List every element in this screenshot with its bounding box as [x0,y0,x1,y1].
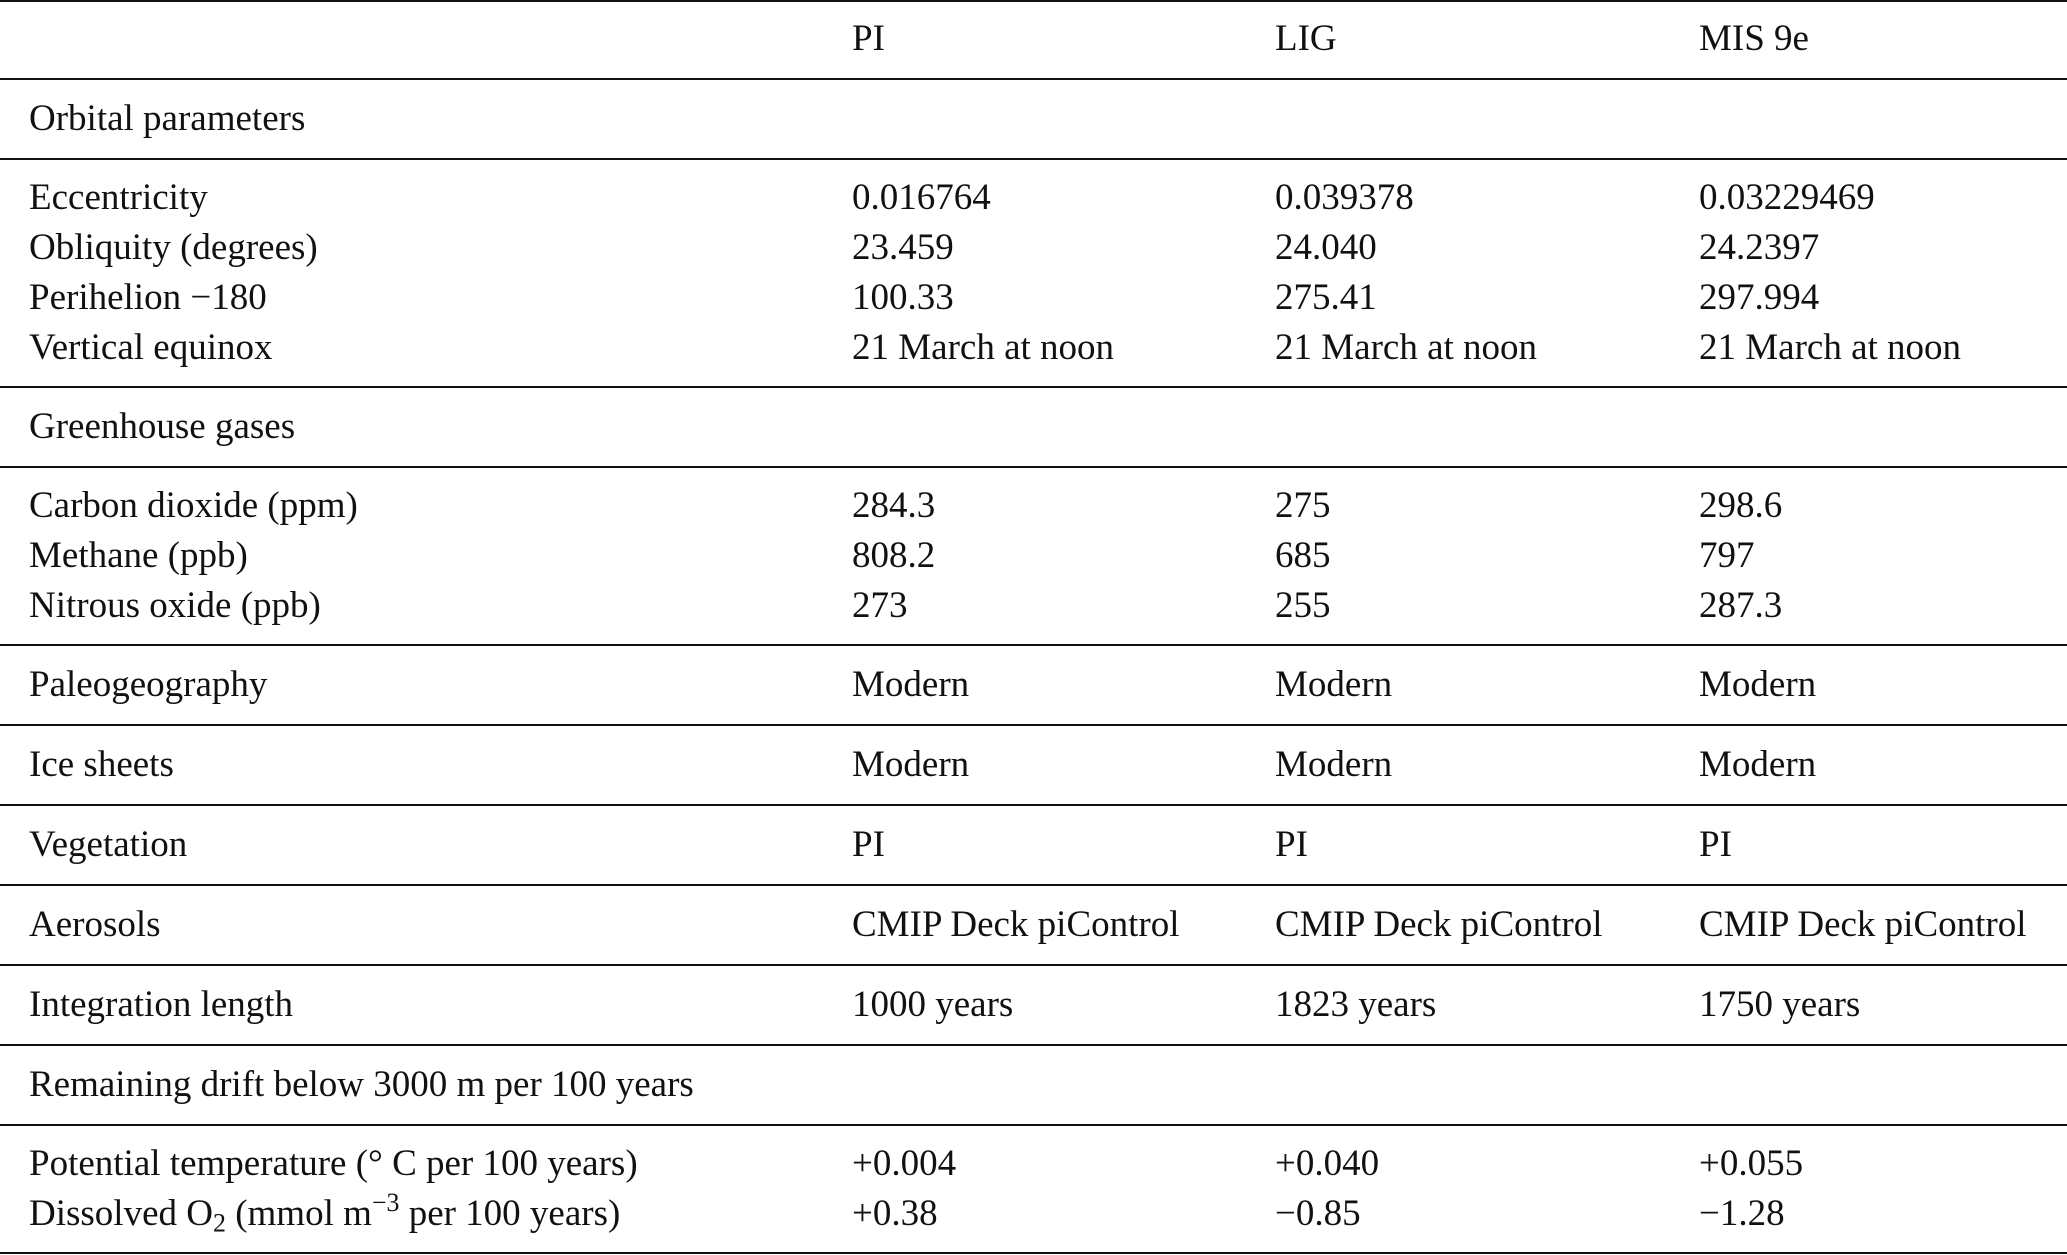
row-label: Vertical equinox [29,327,273,368]
cell-mis9e: Modern [1699,744,1817,785]
label-mid: (mmol m [225,1193,372,1234]
row-label: Vegetation [29,824,188,865]
table-row [0,531,2067,581]
table-row [0,725,2067,805]
cell-pi: 284.3 [852,485,936,526]
cell-lig: 24.040 [1275,227,1377,268]
cell-pi: +0.004 [852,1143,957,1184]
header-pi: PI [852,18,885,59]
aerosols-group [0,885,2067,965]
section-title-drift: Remaining drift below 3000 m per 100 years [29,1064,694,1105]
cell-lig: 1823 years [1275,984,1437,1025]
table-row [0,965,2067,1045]
cell-mis9e: 287.3 [1699,585,1783,626]
cell-pi: CMIP Deck piControl [852,904,1180,945]
row-label: Obliquity (degrees) [29,227,318,268]
cell-pi: Modern [852,664,970,705]
table-row [0,323,2067,387]
table-row [0,1125,2067,1189]
section-row [0,1045,2067,1125]
table-row [0,645,2067,725]
cell-mis9e: 797 [1699,535,1755,576]
drift-group [0,1125,2067,1253]
header-row [0,1,2067,79]
label-prefix: Dissolved O [29,1193,213,1234]
row-label: Potential temperature (° C per 100 years) [29,1143,638,1184]
label-superscript: −3 [371,1187,400,1217]
row-label: Ice sheets [29,744,174,785]
cell-pi: 273 [852,585,908,626]
cell-lig: 0.039378 [1275,177,1414,218]
section-row [0,79,2067,159]
table-row [0,159,2067,223]
table-row [0,223,2067,273]
cell-mis9e: 298.6 [1699,485,1783,526]
table-row [0,581,2067,645]
cell-pi: 21 March at noon [852,327,1115,368]
table-row [0,467,2067,531]
integration-length-group [0,965,2067,1045]
cell-mis9e: 24.2397 [1699,227,1820,268]
cell-mis9e: 297.994 [1699,277,1820,318]
row-label: Integration length [29,984,294,1025]
row-label: Eccentricity [29,177,208,218]
header-blank [0,1,852,79]
table-row [0,273,2067,323]
header-lig: LIG [1275,18,1337,59]
row-label: Aerosols [29,904,161,945]
cell-lig: PI [1275,824,1308,865]
cell-lig: Modern [1275,664,1393,705]
cell-pi: Modern [852,744,970,785]
cell-lig: 275 [1275,485,1331,526]
cell-pi: +0.38 [852,1193,938,1234]
table-row [0,1189,2067,1253]
cell-lig: 255 [1275,585,1331,626]
cell-pi: 808.2 [852,535,936,576]
cell-pi: 1000 years [852,984,1014,1025]
cell-mis9e: 21 March at noon [1699,327,1962,368]
row-label: Carbon dioxide (ppm) [29,485,358,526]
cell-mis9e: −1.28 [1699,1193,1785,1234]
table-row [0,885,2067,965]
cell-pi: PI [852,824,885,865]
row-label: Methane (ppb) [29,535,248,576]
section-title-greenhouse: Greenhouse gases [29,406,296,447]
label-subscript: 2 [212,1208,226,1238]
cell-mis9e: Modern [1699,664,1817,705]
section-row [0,387,2067,467]
label-suffix: per 100 years) [399,1193,621,1234]
header-group [0,1,2067,79]
cell-lig: +0.040 [1275,1143,1380,1184]
cell-mis9e: CMIP Deck piControl [1699,904,2027,945]
row-label: Paleogeography [29,664,268,705]
vegetation-group [0,805,2067,885]
cell-lig: Modern [1275,744,1393,785]
table-row [0,805,2067,885]
paleogeography-group [0,645,2067,725]
cell-mis9e: PI [1699,824,1732,865]
row-label: Nitrous oxide (ppb) [29,585,321,626]
cell-pi: 23.459 [852,227,954,268]
cell-pi: 100.33 [852,277,954,318]
orbital-group [0,159,2067,387]
cell-lig: 21 March at noon [1275,327,1538,368]
drift-title-group [0,1045,2067,1125]
ghg-title-group [0,387,2067,467]
cell-lig: −0.85 [1275,1193,1361,1234]
section-title-orbital: Orbital parameters [29,98,306,139]
cell-mis9e: 0.03229469 [1699,177,1875,218]
row-label [0,1189,852,1253]
cell-lig: 275.41 [1275,277,1377,318]
ghg-group [0,467,2067,645]
row-label: Perihelion −180 [29,277,267,318]
cell-pi: 0.016764 [852,177,991,218]
cell-mis9e: +0.055 [1699,1143,1804,1184]
cell-lig: 685 [1275,535,1331,576]
header-mis9e: MIS 9e [1699,18,1809,59]
orbital-title-group [0,79,2067,159]
ice-sheets-group [0,725,2067,805]
cell-lig: CMIP Deck piControl [1275,904,1603,945]
cell-mis9e: 1750 years [1699,984,1861,1025]
